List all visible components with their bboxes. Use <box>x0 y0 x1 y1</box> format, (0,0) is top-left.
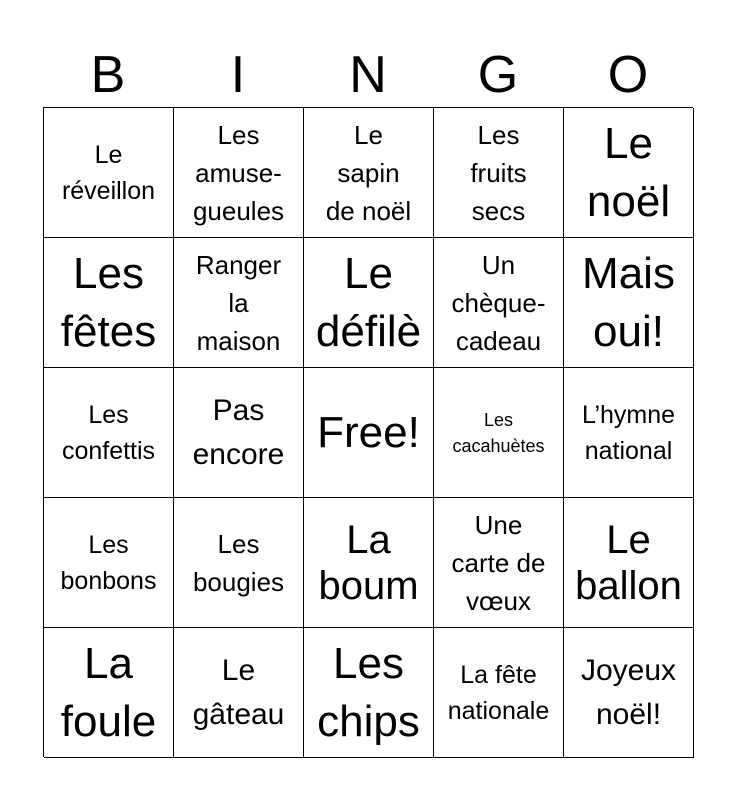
bingo-cell-r3c5[interactable]: L’hymne national <box>564 368 694 498</box>
bingo-cell-r5c4[interactable]: La fête nationale <box>434 628 564 758</box>
bingo-cell-r4c5[interactable]: Le ballon <box>564 498 694 628</box>
header-letter-b: B <box>90 46 126 104</box>
bingo-cell-r4c2[interactable]: Les bougies <box>174 498 304 628</box>
bingo-cell-r1c2[interactable]: Les amuse- gueules <box>174 108 304 238</box>
bingo-cell-r3c2[interactable]: Pas encore <box>174 368 304 498</box>
bingo-cell-r1c4[interactable]: Les fruits secs <box>434 108 564 238</box>
header-letter-n: N <box>349 46 387 104</box>
bingo-cell-r2c3[interactable]: Le défilè <box>304 238 434 368</box>
bingo-cell-r2c2[interactable]: Ranger la maison <box>174 238 304 368</box>
bingo-cell-r4c1[interactable]: Les bonbons <box>44 498 174 628</box>
bingo-cell-r3c1[interactable]: Les confettis <box>44 368 174 498</box>
bingo-cell-r5c2[interactable]: Le gâteau <box>174 628 304 758</box>
bingo-cell-r3c4[interactable]: Les cacahuètes <box>434 368 564 498</box>
bingo-cell-r2c5[interactable]: Mais oui! <box>564 238 694 368</box>
bingo-cell-r5c5[interactable]: Joyeux noël! <box>564 628 694 758</box>
bingo-cell-r4c3[interactable]: La boum <box>304 498 434 628</box>
header-letter-g: G <box>477 46 519 104</box>
bingo-cell-r2c4[interactable]: Un chèque- cadeau <box>434 238 564 368</box>
header-letter-o: O <box>607 46 649 104</box>
bingo-board <box>43 107 693 757</box>
bingo-cell-r1c1[interactable]: Le réveillon <box>44 108 174 238</box>
bingo-header <box>43 44 693 106</box>
bingo-cell-r4c4[interactable]: Une carte de vœux <box>434 498 564 628</box>
bingo-cell-r1c5[interactable]: Le noël <box>564 108 694 238</box>
bingo-cell-r1c3[interactable]: Le sapin de noël <box>304 108 434 238</box>
bingo-cell-r5c3[interactable]: Les chips <box>304 628 434 758</box>
bingo-cell-free[interactable]: Free! <box>304 368 434 498</box>
bingo-cell-r5c1[interactable]: La foule <box>44 628 174 758</box>
header-letter-i: I <box>230 46 246 104</box>
bingo-cell-r2c1[interactable]: Les fêtes <box>44 238 174 368</box>
